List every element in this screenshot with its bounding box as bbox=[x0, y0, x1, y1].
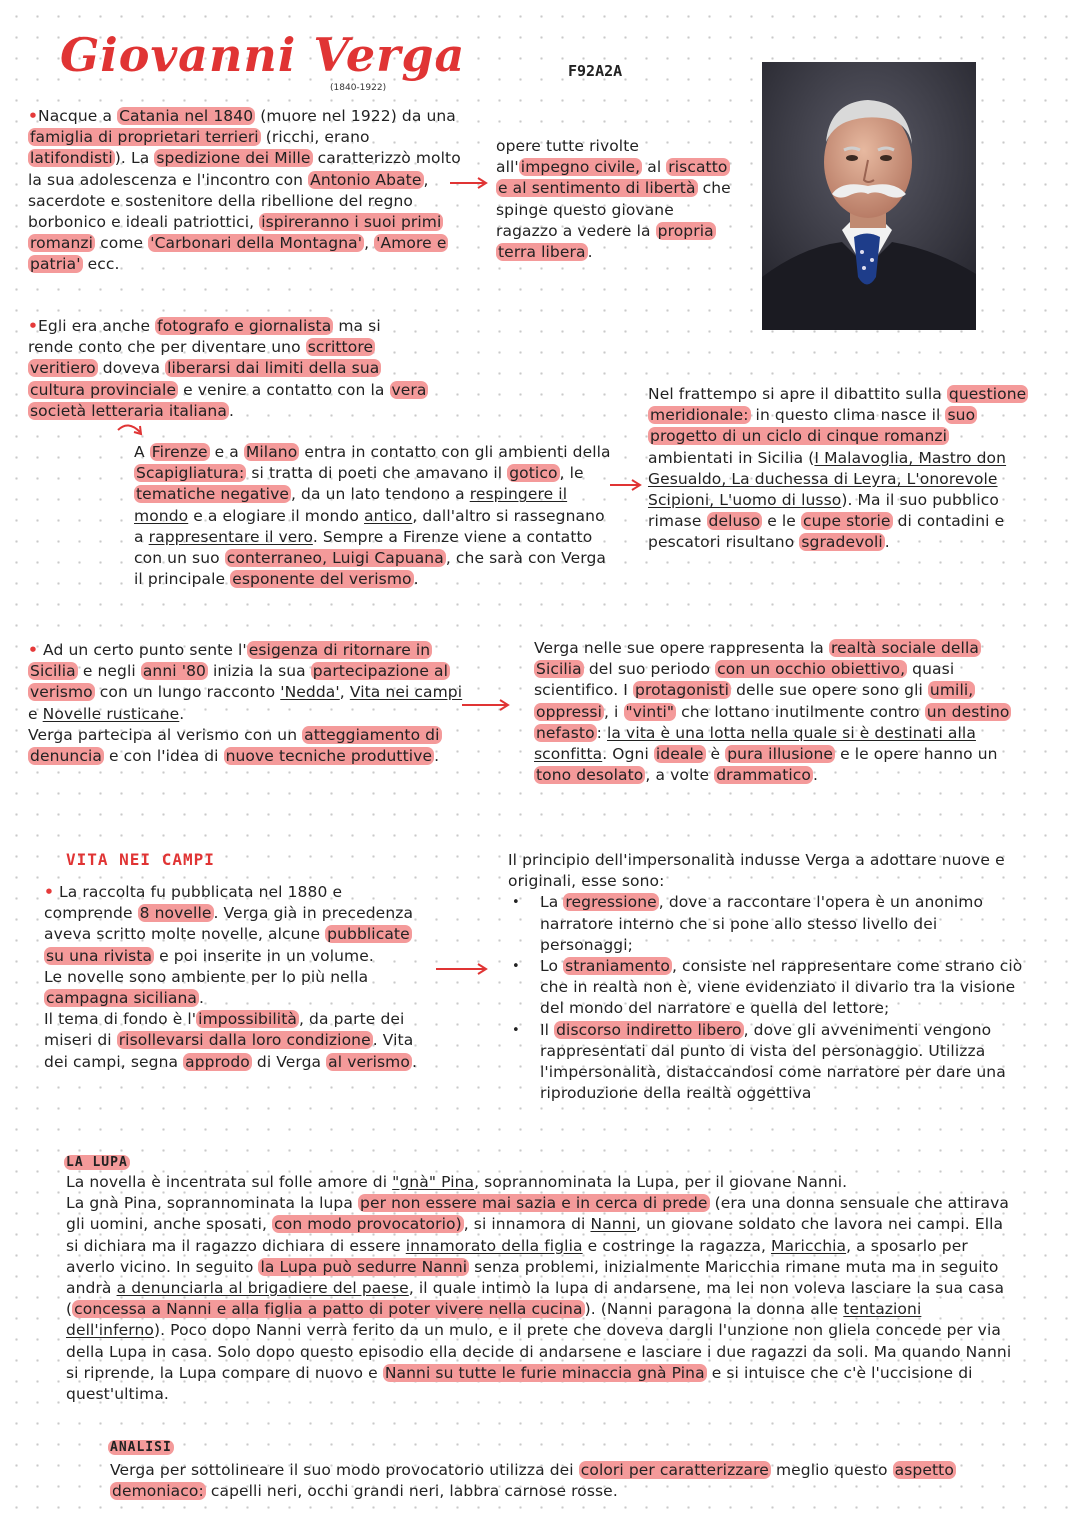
sicilia-paragraph: • Ad un certo punto sente l' esigenza di ritornare in Sicilia e negli anni '80 inizia la sua partecipazione al verismo con un lungo racconto 'Nedda', Vita nei campi e Novelle rusticane. Verga partecipa al verismo con un atteggiamento di denuncia e con l'idea di nuove tecniche produttive . bbox=[28, 641, 463, 766]
portrait-illustration bbox=[762, 62, 976, 330]
fotografo-paragraph: •Egli era anche fotografo e giornalista ma si rende conto che per diventare uno scrittore veritiero doveva liberarsi dai limiti della sua cultura provinciale e venire a contatto con la vera società letteraria italiana . bbox=[28, 317, 427, 420]
analisi-paragraph: Verga per sottolineare il suo modo provocatorio utilizza dei colori per caratterizzare meglio questo aspetto demoniaco: capelli neri, occhi grandi neri, labbra carnose rosse. bbox=[110, 1461, 954, 1501]
section-heading-vita-nei-campi: VITA NEI CAMPI bbox=[66, 850, 215, 869]
portrait-image bbox=[762, 62, 976, 330]
vita-nei-campi-paragraph: • La raccolta fu pubblicata nel 1880 e comprende 8 novelle . Verga già in precedenza aveva scritto molte novelle, alcune pubblicate su una rivista e poi inserite in un volume. Le novelle sono ambiente per lo più nella campagna siciliana . Il tema di fondo è l' impossibilità , da parte dei miseri di risollevarsi dalla loro condizione . Vita dei campi, segna approdo di Verga al verismo . bbox=[44, 883, 417, 1071]
arrow-right-icon bbox=[434, 962, 490, 976]
realta-sociale-note: Verga nelle sue opere rappresenta la realtà sociale della Sicilia del suo periodo con un occhio obiettivo, quasi scientifico. I protagonisti delle sue opere sono gli umili, oppressi , i "vinti" che lottano inutilmente contro un destino nefasto : la vita è una lotta nella quale si è destinati alla sconfitta. Ogni ideale è pura illusione e le opere hanno un tono desolato , a volte drammatico . bbox=[534, 639, 1010, 785]
intro-paragraph: •Nacque a Catania nel 1840 (muore nel 1922) da una famiglia di proprietari terrieri (ricchi, erano latifondisti ). La spedizione dei Mille caratterizzò molto la sua adolescenza e l'incontro con Antonio Abate , sacerdote e sostenitore della ribellione del regno borbonico e ideali patriottici, ispireranno i suoi primi romanzi come 'Carbonari della Montagna' , 'Amore e patria' ecc. bbox=[28, 107, 461, 274]
section-heading-la-lupa: LA LUPA bbox=[66, 1155, 128, 1170]
firenze-paragraph: A Firenze e a Milano entra in contatto con gli ambienti della Scapigliatura: si tratta di poeti che amavano il gotico , le tematiche negative , da un lato tendono a respingere il mondo e a elogiare il mondo antico, dall'altro si rassegnano a rappresentare il vero. Sempre a Firenze viene a contatto con un suo conterraneo, Luigi Capuana , che sarà con Verga il principale esponente del verismo . bbox=[134, 443, 611, 589]
arrow-right-icon bbox=[460, 698, 512, 712]
section-heading-analisi: ANALISI bbox=[110, 1440, 172, 1455]
arrow-right-icon bbox=[608, 478, 644, 492]
opere-note: opere tutte rivolte all' impegno civile, al riscatto e al sentimento di libertà che spinge questo giovane ragazzo a vedere la propria terra libera . bbox=[496, 137, 731, 262]
note-code: F92A2A bbox=[568, 62, 623, 80]
page-title: Giovanni Verga bbox=[60, 28, 466, 82]
curved-arrow-icon bbox=[116, 420, 146, 444]
arrow-right-icon bbox=[448, 176, 490, 190]
dates-label: (1840-1922) bbox=[330, 83, 387, 93]
impersonalita-note: Il principio dell'impersonalità indusse Verga a adottare nuove e originali, esse sono: • La regressione , dove a raccontare l'opera è un anonimo narratore interno che si pone allo stesso livello dei personaggi; • Lo straniamento , consiste nel rappresentare come strano ciò che in realtà non è, viene evidenziato il divario tra la visione del mondo del narratore e quella del lettore; • Il discorso indiretto libero , dove gli avvenimenti vengono rappresentati dal punto di vista del personaggio. Utilizza l'impersonalità, distaccandosi come narratore per dare una riproduzione della realtà oggettiva bbox=[508, 850, 1024, 1104]
la-lupa-paragraph: La novella è incentrata sul folle amore di "gnà" Pina, soprannominata la Lupa, per il giovane Nanni. La gnà Pina, soprannominata la lupa per non essere mai sazia e in cerca di prede (era una donna sensuale che attirava gli uomini, anche sposati, con modo provocatorio) , si innamora di Nanni, un giovane soldato che lavora nei campi. Ella si dichiara ma il ragazzo dichiara di essere innamorato della figlia e costringe la ragazza, Maricchia, a sposarlo per averlo vicino. In seguito la Lupa può sedurre Nanni senza problemi, inizialmente Maricchia rimane muta ma in seguito andrà a denunciarla al brigadiere del paese, il quale intimò la lupa di andarsene, ma lei non voleva lasciare la sua casa ( concessa a Nanni e alla figlia a patto di poter vivere nella cucina ). (Nanni paragona la donna alle tentazioni dell'inferno). Poco dopo Nanni verrà ferito da un mulo, e il prete che doveva dargli l'unzione non gliela concede per via della Lupa in casa. Solo dopo questo episodio ella decide di andarsene e lasciare i due ragazzi da soli. Ma quando Nanni si riprende, la Lupa compare di nuovo e Nanni su tutte le furie minaccia gnà Pina e si intuisce che c'è l'uccisione di quest'ultima. bbox=[66, 1173, 1012, 1404]
questione-meridionale-note: Nel frattempo si apre il dibattito sulla questione meridionale: in questo clima nasce il suo progetto di un ciclo di cinque romanzi ambientati in Sicilia (I Malavoglia, Mastro don Gesualdo, La duchessa di Leyra, L'onorevole Scipioni, L'uomo di lusso). Ma il suo pubblico rimase deluso e le cupe storie di contadini e pescatori risultano sgradevoli . bbox=[648, 385, 1027, 552]
